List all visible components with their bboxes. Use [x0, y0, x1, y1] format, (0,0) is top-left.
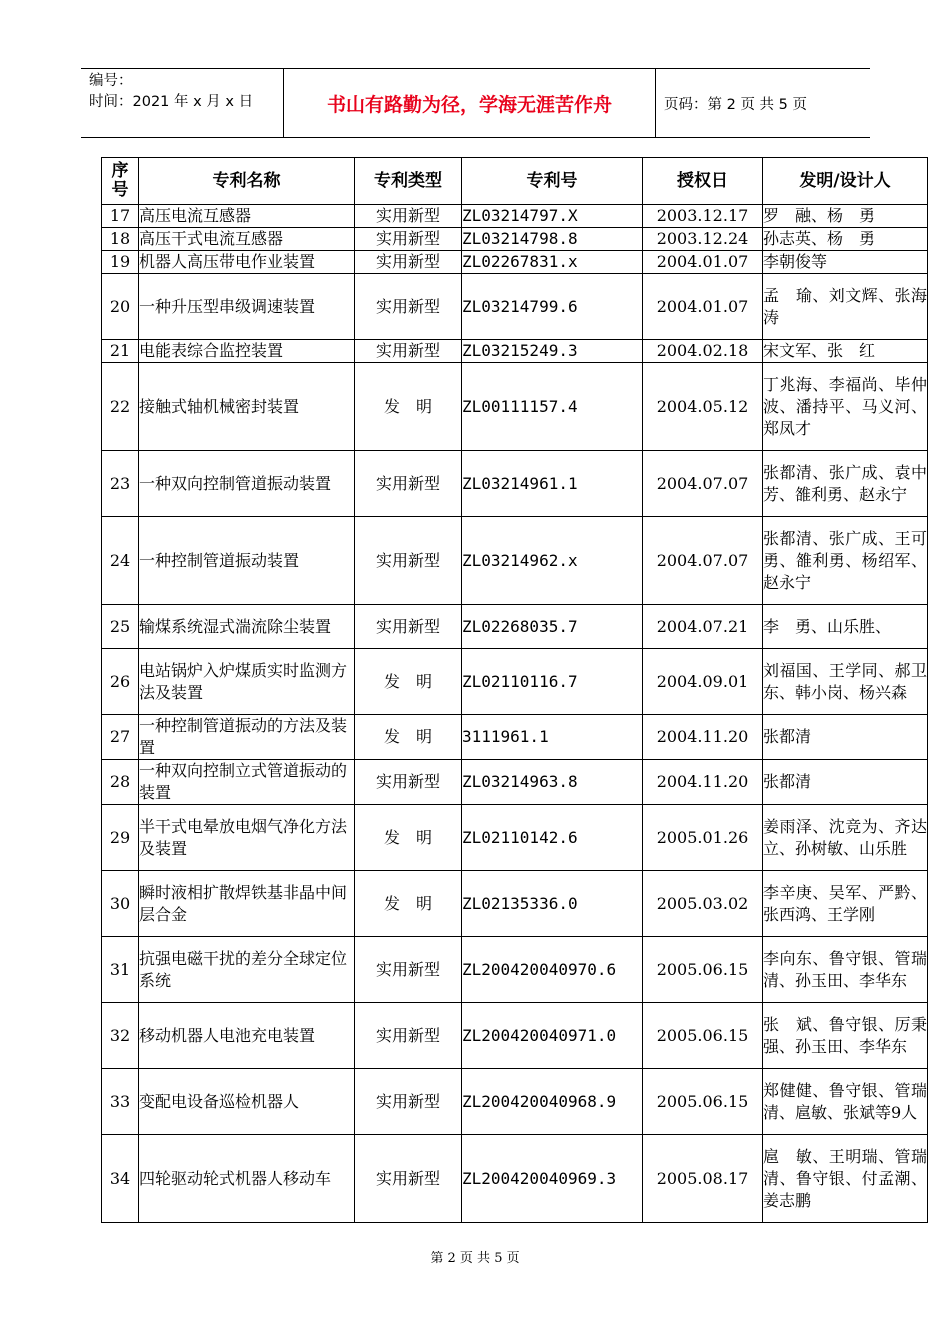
- cell-patent-type: 实用新型: [355, 605, 462, 649]
- cell-inventors: 扈 敏、王明瑞、管瑞清、鲁守银、付孟潮、姜志鹏: [763, 1135, 928, 1223]
- cell-patent-number: ZL03214961.1: [462, 451, 643, 517]
- table-row: [102, 363, 928, 451]
- cell-patent-number: ZL02110142.6: [462, 805, 643, 871]
- table-row: [102, 340, 928, 363]
- cell-patent-number: ZL03214963.8: [462, 760, 643, 805]
- cell-patent-number: ZL03215249.3: [462, 340, 643, 363]
- cell-no: 20: [102, 274, 139, 340]
- cell-patent-number: ZL03214799.6: [462, 274, 643, 340]
- cell-inventors: 李向东、鲁守银、管瑞清、孙玉田、李华东: [763, 937, 928, 1003]
- cell-no: 23: [102, 451, 139, 517]
- cell-grant-date: 2004.05.12: [643, 363, 763, 451]
- cell-patent-name: 一种控制管道振动的方法及装置: [139, 715, 355, 760]
- table-row: [102, 1069, 928, 1135]
- cell-inventors: 张 斌、鲁守银、厉秉强、孙玉田、李华东: [763, 1003, 928, 1069]
- doc-code-label: 编号：: [89, 73, 133, 89]
- document-header: [81, 68, 870, 138]
- cell-inventors: 刘福国、王学同、郝卫东、韩小岗、杨兴森: [763, 649, 928, 715]
- table-row: [102, 205, 928, 228]
- cell-patent-type: 实用新型: [355, 1003, 462, 1069]
- table-row: [102, 715, 928, 760]
- cell-patent-type: 实用新型: [355, 1069, 462, 1135]
- column-header-no: 序号: [102, 158, 139, 205]
- cell-no: 19: [102, 251, 139, 274]
- table-row: [102, 1135, 928, 1223]
- cell-patent-type: 发 明: [355, 805, 462, 871]
- cell-no: 21: [102, 340, 139, 363]
- cell-patent-type: 实用新型: [355, 340, 462, 363]
- cell-patent-number: ZL00111157.4: [462, 363, 643, 451]
- cell-patent-type: 实用新型: [355, 517, 462, 605]
- cell-patent-type: 实用新型: [355, 274, 462, 340]
- cell-grant-date: 2004.09.01: [643, 649, 763, 715]
- cell-inventors: 张都清: [763, 760, 928, 805]
- cell-inventors: 罗 融、杨 勇: [763, 205, 928, 228]
- cell-patent-name: 四轮驱动轮式机器人移动车: [139, 1135, 355, 1223]
- cell-patent-name: 一种双向控制管道振动装置: [139, 451, 355, 517]
- cell-patent-name: 一种升压型串级调速装置: [139, 274, 355, 340]
- header-page-label: 页码：第 2 页 共 5 页: [664, 96, 807, 113]
- column-header-name: 专利名称: [139, 158, 355, 205]
- cell-patent-type: 实用新型: [355, 251, 462, 274]
- cell-patent-name: 接触式轴机械密封装置: [139, 363, 355, 451]
- cell-patent-number: ZL02268035.7: [462, 605, 643, 649]
- cell-grant-date: 2005.06.15: [643, 1069, 763, 1135]
- cell-no: 18: [102, 228, 139, 251]
- cell-grant-date: 2004.01.07: [643, 274, 763, 340]
- table-row: [102, 451, 928, 517]
- cell-grant-date: 2003.12.17: [643, 205, 763, 228]
- cell-grant-date: 2005.03.02: [643, 871, 763, 937]
- cell-patent-name: 高压干式电流互感器: [139, 228, 355, 251]
- table-row: [102, 871, 928, 937]
- cell-grant-date: 2004.07.21: [643, 605, 763, 649]
- cell-patent-number: ZL02267831.x: [462, 251, 643, 274]
- table-row: [102, 760, 928, 805]
- cell-patent-name: 一种控制管道振动装置: [139, 517, 355, 605]
- cell-inventors: 张都清、张广成、王可勇、雒利勇、杨绍军、赵永宁: [763, 517, 928, 605]
- cell-grant-date: 2003.12.24: [643, 228, 763, 251]
- cell-grant-date: 2005.06.15: [643, 937, 763, 1003]
- cell-grant-date: 2004.07.07: [643, 451, 763, 517]
- cell-patent-name: 抗强电磁干扰的差分全球定位系统: [139, 937, 355, 1003]
- cell-patent-number: 3111961.1: [462, 715, 643, 760]
- cell-patent-name: 移动机器人电池充电装置: [139, 1003, 355, 1069]
- cell-no: 25: [102, 605, 139, 649]
- cell-patent-type: 发 明: [355, 363, 462, 451]
- cell-no: 17: [102, 205, 139, 228]
- cell-grant-date: 2004.11.20: [643, 760, 763, 805]
- cell-inventors: 姜雨泽、沈竞为、齐达立、孙树敏、山乐胜: [763, 805, 928, 871]
- cell-inventors: 丁兆海、李福尚、毕仲波、潘持平、马义河、郑凤才: [763, 363, 928, 451]
- cell-no: 22: [102, 363, 139, 451]
- cell-grant-date: 2004.11.20: [643, 715, 763, 760]
- table-row: [102, 228, 928, 251]
- table-row: [102, 251, 928, 274]
- table-row: [102, 517, 928, 605]
- cell-inventors: 郑健健、鲁守银、管瑞清、扈敏、张斌等9人: [763, 1069, 928, 1135]
- cell-inventors: 孙志英、杨 勇: [763, 228, 928, 251]
- cell-patent-type: 发 明: [355, 871, 462, 937]
- column-header-number: 专利号: [462, 158, 643, 205]
- cell-grant-date: 2004.07.07: [643, 517, 763, 605]
- cell-no: 24: [102, 517, 139, 605]
- cell-inventors: 孟 瑜、刘文辉、张海涛: [763, 274, 928, 340]
- column-header-type: 专利类型: [355, 158, 462, 205]
- cell-patent-number: ZL03214798.8: [462, 228, 643, 251]
- cell-no: 33: [102, 1069, 139, 1135]
- cell-patent-number: ZL200420040971.0: [462, 1003, 643, 1069]
- cell-grant-date: 2005.08.17: [643, 1135, 763, 1223]
- cell-inventors: 李辛庚、吴军、严黔、张西鸿、王学刚: [763, 871, 928, 937]
- cell-patent-number: ZL200420040969.3: [462, 1135, 643, 1223]
- cell-patent-type: 实用新型: [355, 451, 462, 517]
- cell-patent-name: 输煤系统湿式湍流除尘装置: [139, 605, 355, 649]
- cell-no: 30: [102, 871, 139, 937]
- cell-patent-name: 电站锅炉入炉煤质实时监测方法及装置: [139, 649, 355, 715]
- cell-patent-name: 电能表综合监控装置: [139, 340, 355, 363]
- table-row: [102, 1003, 928, 1069]
- cell-patent-type: 发 明: [355, 649, 462, 715]
- cell-grant-date: 2004.02.18: [643, 340, 763, 363]
- cell-patent-type: 实用新型: [355, 760, 462, 805]
- header-motto: 书山有路勤为径，学海无涯苦作舟: [283, 69, 656, 137]
- cell-patent-name: 机器人高压带电作业装置: [139, 251, 355, 274]
- cell-no: 34: [102, 1135, 139, 1223]
- cell-no: 32: [102, 1003, 139, 1069]
- cell-inventors: 张都清、张广成、袁中芳、雒利勇、赵永宁: [763, 451, 928, 517]
- cell-patent-type: 实用新型: [355, 205, 462, 228]
- cell-patent-name: 半干式电晕放电烟气净化方法及装置: [139, 805, 355, 871]
- cell-patent-name: 变配电设备巡检机器人: [139, 1069, 355, 1135]
- cell-patent-number: ZL02110116.7: [462, 649, 643, 715]
- table-header-row: [102, 158, 928, 205]
- table-row: [102, 605, 928, 649]
- cell-inventors: 李 勇、山乐胜、: [763, 605, 928, 649]
- cell-patent-number: ZL03214962.x: [462, 517, 643, 605]
- cell-grant-date: 2005.01.26: [643, 805, 763, 871]
- cell-patent-number: ZL200420040970.6: [462, 937, 643, 1003]
- patent-table: [101, 157, 928, 1223]
- cell-patent-type: 实用新型: [355, 1135, 462, 1223]
- cell-no: 27: [102, 715, 139, 760]
- table-row: [102, 274, 928, 340]
- table-row: [102, 649, 928, 715]
- page-footer: 第 2 页 共 5 页: [430, 1251, 520, 1266]
- cell-patent-type: 发 明: [355, 715, 462, 760]
- cell-patent-type: 实用新型: [355, 228, 462, 251]
- cell-patent-number: ZL03214797.X: [462, 205, 643, 228]
- doc-time-label: 时间：2021 年 x 月 x 日: [89, 94, 254, 110]
- header-meta: [81, 69, 283, 137]
- cell-patent-name: 瞬时液相扩散焊铁基非晶中间层合金: [139, 871, 355, 937]
- cell-patent-number: ZL200420040968.9: [462, 1069, 643, 1135]
- cell-no: 26: [102, 649, 139, 715]
- column-header-inventors: 发明/设计人: [763, 158, 928, 205]
- cell-patent-name: 一种双向控制立式管道振动的装置: [139, 760, 355, 805]
- cell-inventors: 张都清: [763, 715, 928, 760]
- table-row: [102, 805, 928, 871]
- column-header-date: 授权日: [643, 158, 763, 205]
- cell-patent-type: 实用新型: [355, 937, 462, 1003]
- cell-grant-date: 2004.01.07: [643, 251, 763, 274]
- cell-inventors: 李朝俊等: [763, 251, 928, 274]
- cell-no: 31: [102, 937, 139, 1003]
- cell-no: 28: [102, 760, 139, 805]
- cell-inventors: 宋文军、张 红: [763, 340, 928, 363]
- cell-patent-number: ZL02135336.0: [462, 871, 643, 937]
- cell-patent-name: 高压电流互感器: [139, 205, 355, 228]
- cell-no: 29: [102, 805, 139, 871]
- cell-grant-date: 2005.06.15: [643, 1003, 763, 1069]
- table-row: [102, 937, 928, 1003]
